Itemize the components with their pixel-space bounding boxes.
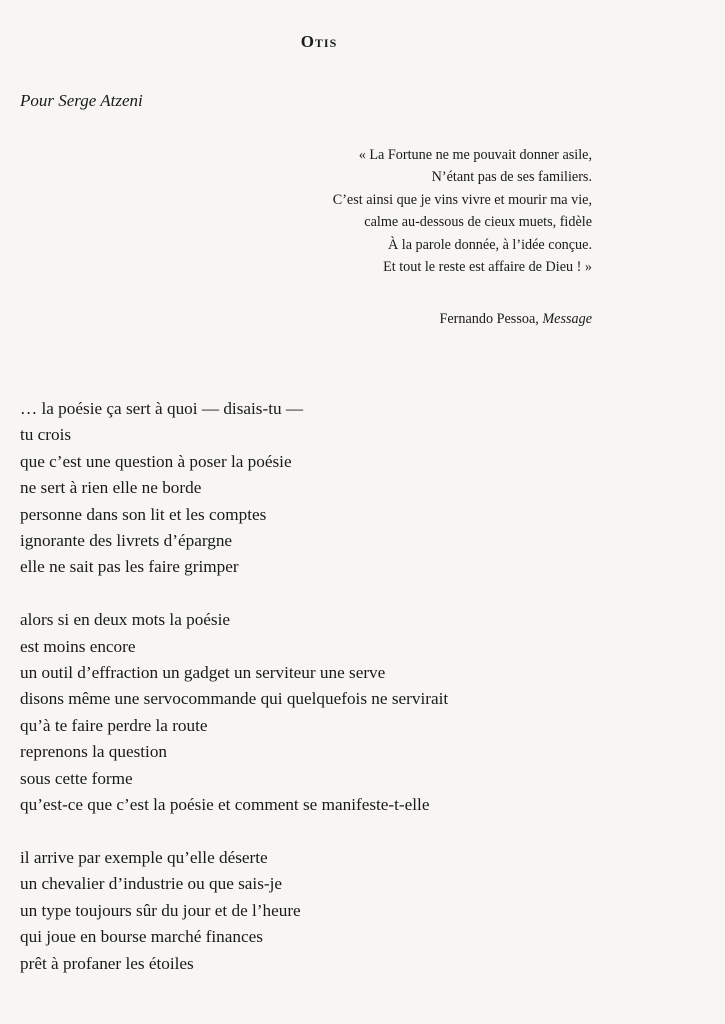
epigraph-line: C’est ainsi que je vins vivre et mourir ma vie, (332, 191, 592, 208)
epigraph-work: Message (542, 311, 592, 327)
poem-line: reprenons la question (20, 742, 168, 762)
epigraph-line: À la parole donnée, à l’idée conçue. (387, 236, 592, 253)
poem-line: sous cette forme (20, 768, 133, 788)
poem-line: qu’à te faire perdre la route (20, 715, 208, 735)
poem-line: qui joue en bourse marché finances (20, 927, 263, 947)
stanza (20, 607, 710, 818)
poem-line: elle ne sait pas les faire grimper (20, 557, 239, 577)
epigraph-line: Et tout le reste est affaire de Dieu ! » (383, 259, 592, 276)
poem-line: ignorante des livrets d’épargne (20, 531, 233, 551)
dedication: Pour Serge Atzeni (20, 91, 143, 110)
poem-line: qu’est-ce que c’est la poésie et comment se manifeste-t-elle (20, 795, 430, 815)
poem-line: un outil d’effraction un gadget un serviteur une serve (20, 663, 386, 683)
poem-line: tu crois (20, 425, 72, 445)
epigraph-line: calme au-dessous de cieux muets, fidèle (364, 214, 592, 231)
poem-line: que c’est une question à poser la poésie (20, 451, 292, 471)
poem-line: un chevalier d’industrie ou que sais-je (20, 874, 283, 894)
epigraph-line: N’étant pas de ses familiers. (431, 169, 592, 186)
poem-body (20, 396, 710, 1003)
poem-line: alors si en deux mots la poésie (20, 610, 231, 630)
epigraph (333, 144, 592, 278)
poem-line: ne sert à rien elle ne borde (20, 478, 202, 498)
epigraph-line: « La Fortune ne me pouvait donner asile, (358, 147, 592, 163)
poem-line: … la poésie ça sert à quoi — disais-tu — (20, 399, 304, 418)
poem-line: est moins encore (20, 636, 136, 656)
poem-line: il arrive par exemple qu’elle déserte (20, 847, 268, 867)
poem-line: prêt à profaner les étoiles (20, 953, 194, 973)
poem-line: personne dans son lit et les comptes (20, 504, 267, 524)
poem-line: un type toujours sûr du jour et de l’heure (20, 900, 301, 920)
stanza (20, 845, 710, 977)
poem-title: Otis (300, 32, 338, 51)
epigraph-author: Fernando Pessoa, (439, 311, 539, 327)
poem-line: disons même une servocommande qui quelquefois ne servirait (20, 689, 449, 709)
epigraph-attribution (439, 311, 592, 328)
stanza (20, 396, 710, 581)
